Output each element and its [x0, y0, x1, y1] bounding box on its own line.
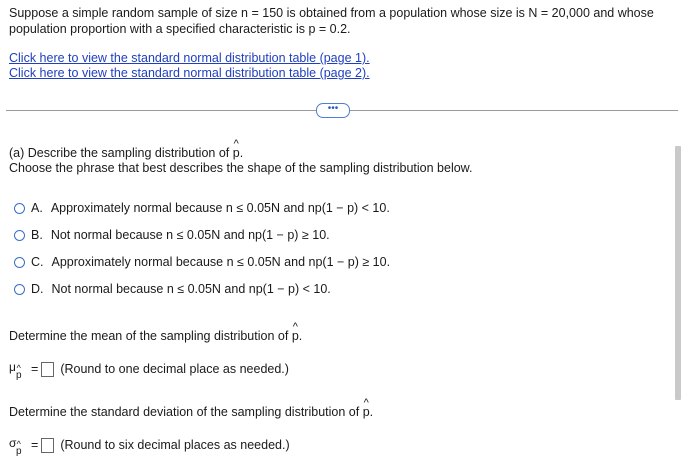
p-hat-symbol: ^ p: [292, 328, 299, 344]
option-c[interactable]: [14, 253, 390, 271]
mu-symbol: μ: [9, 360, 16, 374]
part-a-heading: [9, 145, 243, 161]
sd-symbol: [9, 435, 31, 455]
mean-rounding-hint: (Round to one decimal place as needed.): [60, 362, 289, 376]
problem-line-2: population proportion with a specified characteristic is p = 0.2.: [9, 22, 351, 36]
normal-table-page2-link[interactable]: Click here to view the standard normal distribution table (page 2).: [9, 66, 370, 80]
sd-rounding-hint: (Round to six decimal places as needed.): [60, 438, 290, 452]
radio-icon[interactable]: [14, 230, 25, 241]
option-text: Not normal because n ≤ 0.05N and np(1 − p) < 10.: [51, 282, 331, 296]
equals-sign: =: [31, 362, 39, 376]
problem-statement: [9, 5, 674, 37]
option-a[interactable]: [14, 199, 390, 217]
option-text: Approximately normal because n ≤ 0.05N and np(1 − p) ≥ 10.: [51, 255, 391, 269]
mean-prompt-period: .: [298, 329, 303, 343]
scrollbar[interactable]: [675, 146, 681, 400]
expand-more-button[interactable]: •••: [316, 103, 350, 118]
mean-answer-row: [9, 359, 289, 379]
sigma-symbol: σ: [9, 436, 17, 450]
option-d[interactable]: [14, 280, 331, 298]
problem-line-1: Suppose a simple random sample of size n = 150 is obtained from a population whose size is N = 20,000 and whose: [9, 6, 654, 20]
p-hat-symbol: ^ p: [363, 404, 370, 420]
p-hat-symbol: ^ p: [233, 145, 240, 161]
part-a-heading-period: .: [239, 146, 244, 160]
sd-prompt-period: .: [369, 405, 374, 419]
mean-answer-input[interactable]: [41, 362, 54, 377]
radio-icon[interactable]: [14, 257, 25, 268]
radio-icon[interactable]: [14, 203, 25, 214]
option-text: Not normal because n ≤ 0.05N and np(1 − p) ≥ 10.: [50, 228, 330, 242]
radio-icon[interactable]: [14, 284, 25, 295]
p-hat-subscript: ^ p: [16, 370, 22, 381]
equals-sign: =: [31, 438, 39, 452]
sd-prompt-text: Determine the standard deviation of the sampling distribution of: [9, 405, 360, 419]
p-hat-subscript: ^ p: [16, 446, 22, 457]
sd-answer-input[interactable]: [41, 438, 54, 453]
option-letter: A.: [31, 201, 43, 215]
mean-prompt: [9, 328, 302, 344]
option-letter: B.: [31, 228, 43, 242]
mean-prompt-text: Determine the mean of the sampling distribution of: [9, 329, 289, 343]
option-b[interactable]: [14, 226, 330, 244]
part-a-heading-text: (a) Describe the sampling distribution of: [9, 146, 230, 160]
normal-table-page1-link[interactable]: Click here to view the standard normal distribution table (page 1).: [9, 51, 370, 65]
option-letter: D.: [31, 282, 44, 296]
option-letter: C.: [31, 255, 44, 269]
option-text: Approximately normal because n ≤ 0.05N and np(1 − p) < 10.: [50, 201, 390, 215]
part-a-instruction: Choose the phrase that best describes the shape of the sampling distribution below.: [9, 161, 473, 175]
sd-answer-row: [9, 435, 290, 455]
mean-symbol: [9, 359, 31, 379]
sd-prompt: [9, 404, 373, 420]
